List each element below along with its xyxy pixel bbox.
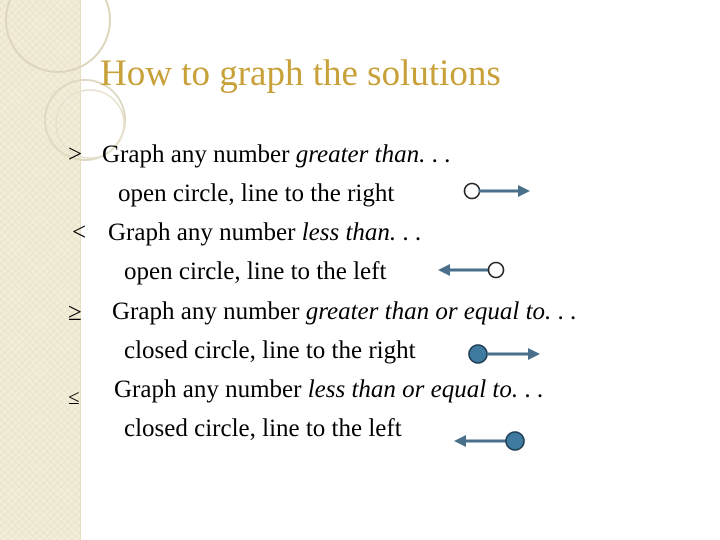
decorative-circles bbox=[0, 0, 160, 200]
rule-emphasis: less than. bbox=[301, 219, 397, 246]
greater-than-or-equal-symbol: ≥ bbox=[68, 299, 82, 326]
rule-ellipsis: . . bbox=[551, 298, 577, 325]
rule-emphasis: greater than. bbox=[295, 141, 426, 168]
open-circle-right-arrow-icon bbox=[460, 180, 532, 202]
greater-than-symbol: > bbox=[68, 141, 83, 168]
closed-circle-left-arrow-icon bbox=[452, 428, 528, 454]
rule-text: Graph any number bbox=[112, 298, 306, 325]
rule-emphasis: less than or equal to. bbox=[307, 376, 519, 403]
open-circle-left-arrow-icon bbox=[436, 259, 508, 281]
rule-less-than-description: open circle, line to the left bbox=[124, 258, 387, 285]
rule-text: Graph any number bbox=[102, 141, 296, 168]
less-than-symbol: < bbox=[72, 219, 87, 246]
rule-text: Graph any number bbox=[114, 376, 308, 403]
rule-ellipsis: . . bbox=[518, 376, 544, 403]
less-than-or-equal-symbol: ≤ bbox=[68, 385, 80, 409]
rule-ellipsis: . . bbox=[425, 141, 451, 168]
rule-greater-than bbox=[102, 140, 450, 170]
slide-title: How to graph the solutions bbox=[100, 53, 501, 94]
rule-less-than-or-equal-description: closed circle, line to the left bbox=[124, 415, 402, 442]
rule-greater-than-or-equal-description: closed circle, line to the right bbox=[124, 337, 416, 364]
rule-ellipsis: . . bbox=[396, 219, 422, 246]
rule-text: Graph any number bbox=[108, 219, 302, 246]
rule-less-than bbox=[108, 218, 421, 248]
rule-less-than-or-equal bbox=[114, 375, 543, 405]
rule-greater-than-or-equal bbox=[112, 297, 576, 327]
rule-greater-than-description: open circle, line to the right bbox=[118, 180, 395, 207]
rule-emphasis: greater than or equal to. bbox=[305, 298, 552, 325]
closed-circle-right-arrow-icon bbox=[466, 342, 542, 366]
